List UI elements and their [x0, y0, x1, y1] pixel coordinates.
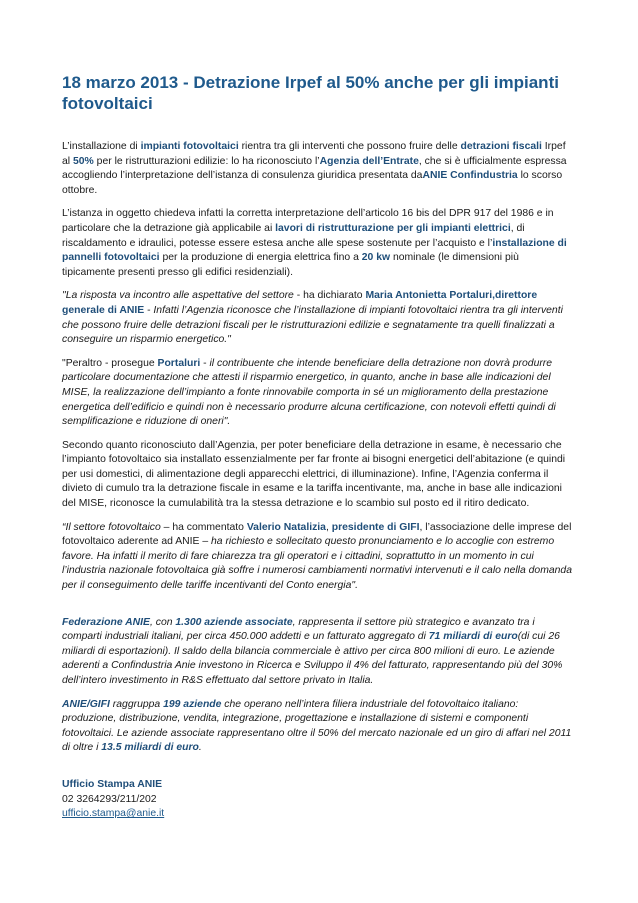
- paragraph-peraltro: [62, 357, 572, 430]
- text: che operano nell’intera filiera industriale del fotovoltaico italiano: produzione, distribuzione, vendita, integrazione, progettazione e installazione di sistemi e componenti fotovoltaici. Le aziende associate rappresentano oltre il 50% del mercato nazionale ed un giro di affari nel 2011 di oltre i: [62, 698, 572, 754]
- text: ,: [325, 521, 332, 533]
- text: - ha dichiarato: [293, 290, 366, 302]
- text: - prosegue: [102, 357, 158, 369]
- highlight-natalizia: Valerio Natalizia: [246, 521, 326, 533]
- paragraph-istanza: [62, 207, 572, 280]
- text: , di riscaldamento e idraulici, potesse essere estesa anche alle spese sostenute per l’acquisto e l’: [62, 222, 525, 249]
- text: – ha commentato: [160, 521, 247, 533]
- highlight-20kw: 20 kw: [361, 252, 391, 264]
- paragraph-agenzia: Secondo quanto riconosciuto dall’Agenzia, per poter beneficiare della detrazione in esame, è necessario che l’impianto fotovoltaico sia installato essenzialmente per far fronte ai bisogni energetici dell’abitazione (e quindi per usi domestici, di alimentazione degli apparecchi elettrici, di illuminazione). Infine, l’Agenzia conferma il divieto di cumulo tra la detrazione fiscale in esame e la tariffa incentivante, ma, anche in base alle indicazioni del MISE, riconosce la cumulabilità tra la stessa detrazione e lo scambio sul posto ed il ritiro dedicato.: [62, 439, 566, 510]
- highlight-lavori: lavori di ristrutturazione per gli impianti elettrici: [275, 222, 511, 234]
- text: nominale (le dimensioni più tipicamente presenti presso gli edifici residenziali).: [62, 252, 519, 278]
- highlight-anie-gifi: ANIE/GIFI: [62, 698, 110, 710]
- highlight-installazione-pannelli: installazione di pannelli fotovoltaici: [62, 237, 567, 264]
- text: raggruppa: [109, 698, 164, 710]
- text: L’installazione di: [62, 141, 141, 152]
- highlight-aziende: 1.300 aziende associate: [175, 616, 293, 628]
- highlight-portaluri-name: Portaluri: [157, 357, 201, 369]
- paragraph-quote-portaluri: [62, 289, 572, 347]
- quote-text: “Il settore fotovoltaico: [62, 521, 161, 533]
- press-office-email-link[interactable]: ufficio.stampa@anie.it: [62, 808, 165, 820]
- press-release: [62, 72, 572, 831]
- paragraph-anie-gifi: [62, 698, 572, 756]
- highlight-portaluri: Maria Antonietta Portaluri,direttore generale di ANIE: [62, 290, 538, 316]
- text: , che si è ufficialmente espressa accogliendo l’interpretazione dell’istanza di consulenza giuridica presentata da: [62, 155, 567, 182]
- quote-text: "La risposta va incontro alle aspettative del settore: [62, 290, 294, 302]
- press-office-label: Ufficio Stampa ANIE: [62, 778, 163, 790]
- paragraph-intro: [62, 140, 572, 198]
- text: per le ristrutturazioni edilizie: lo ha riconosciuto l’: [93, 155, 320, 167]
- press-office-phone: 02 3264293/211/202: [62, 793, 157, 805]
- highlight-agenzia: Agenzia dell’Entrate: [319, 155, 419, 167]
- text: "Peraltro: [62, 357, 103, 369]
- highlight-miliardi: 71 miliardi di euro: [428, 631, 518, 643]
- text: , l’associazione delle imprese del fotovoltaico aderente ad ANIE –: [62, 521, 572, 548]
- quote-text: il contribuente che intende beneficiare della detrazione non dovrà produrre particolare documentazione che attesti il risparmio energetico, in quanto, anche in base alle indicazioni del MISE, la realizzazione dell’impianto a fonte rinnovabile comporta in sé un miglioramento della prestazione energetica dell’edificio e quindi non è necessario produrre alcuna certificazione, con notevoli effetti quindi di semplificazione e riduzione di oneri".: [62, 357, 556, 428]
- text: lo scorso ottobre.: [62, 170, 563, 196]
- text: L’istanza in oggetto chiedeva infatti la corretta interpretazione dell’articolo 16 bis del DPR 917 del 1986 e in particolare che la detrazione già applicabile ai: [62, 208, 554, 234]
- text: Irpef al: [62, 141, 566, 167]
- paragraph-quote-natalizia: [62, 521, 572, 594]
- text: -: [200, 357, 210, 369]
- highlight-federazione: Federazione ANIE: [62, 616, 150, 628]
- paragraph-federazione-anie: [62, 616, 572, 689]
- text: , con: [149, 616, 176, 628]
- text: , rappresenta il settore più strategico e avanzato tra i comparti industriali italiani, per circa 450.000 addetti e un fatturato aggregato di: [62, 616, 535, 643]
- highlight-13-5-miliardi: 13.5 miliardi di euro: [101, 742, 199, 754]
- text: (di cui 26 miliardi di esportazioni). Il saldo della bilancia commerciale è attivo per circa 800 milioni di euro. Le aziende aderenti a Confindustria Anie investono in Ricerca e Sviluppo il 4% del fatturato, rappresentando più del 30% dell’intero investimento in R&S effettuato dal settore privato in Italia.: [62, 631, 563, 686]
- highlight-percentage: 50%: [72, 155, 94, 167]
- quote-text: Infatti l’Agenzia riconosce che l’installazione di impianti fotovoltaici rientra tra gli interventi che possono fruire delle detrazioni fiscali per le ristrutturazioni edilizie e segnatamente tra quelli finalizzati a conseguire un risparmio energetico.": [62, 304, 563, 346]
- highlight-199-aziende: 199 aziende: [163, 698, 222, 710]
- quote-text: ha richiesto e sollecitato questo pronunciamento e lo accoglie con estremo favore. Ha infatti il merito di fare chiarezza tra gli operatori e i cittadini, soprattutto in un momento in cui l’industria nazionale fotovoltaica già soffre i numerosi cambiamenti normativi intervenuti e il calo nella domanda per il conseguimento delle tariffe incentivanti del Conto energia".: [62, 536, 572, 592]
- page-title: 18 marzo 2013 - Detrazione Irpef al 50% anche per gli impianti fotovoltaici: [62, 73, 559, 113]
- highlight-detrazioni-fiscali: detrazioni fiscali: [460, 141, 542, 152]
- text: per la produzione di energia elettrica fino a: [159, 252, 362, 264]
- text: rientra tra gli interventi che possono fruire delle: [238, 141, 461, 152]
- text: .: [198, 742, 202, 754]
- highlight-presidente-gifi: presidente di GIFI: [331, 521, 420, 533]
- highlight-anie: ANIE Confindustria: [422, 170, 518, 182]
- press-office-contact: [62, 778, 572, 822]
- highlight-impianti-fotovoltaici: impianti fotovoltaici: [140, 141, 239, 152]
- text: -: [144, 304, 154, 316]
